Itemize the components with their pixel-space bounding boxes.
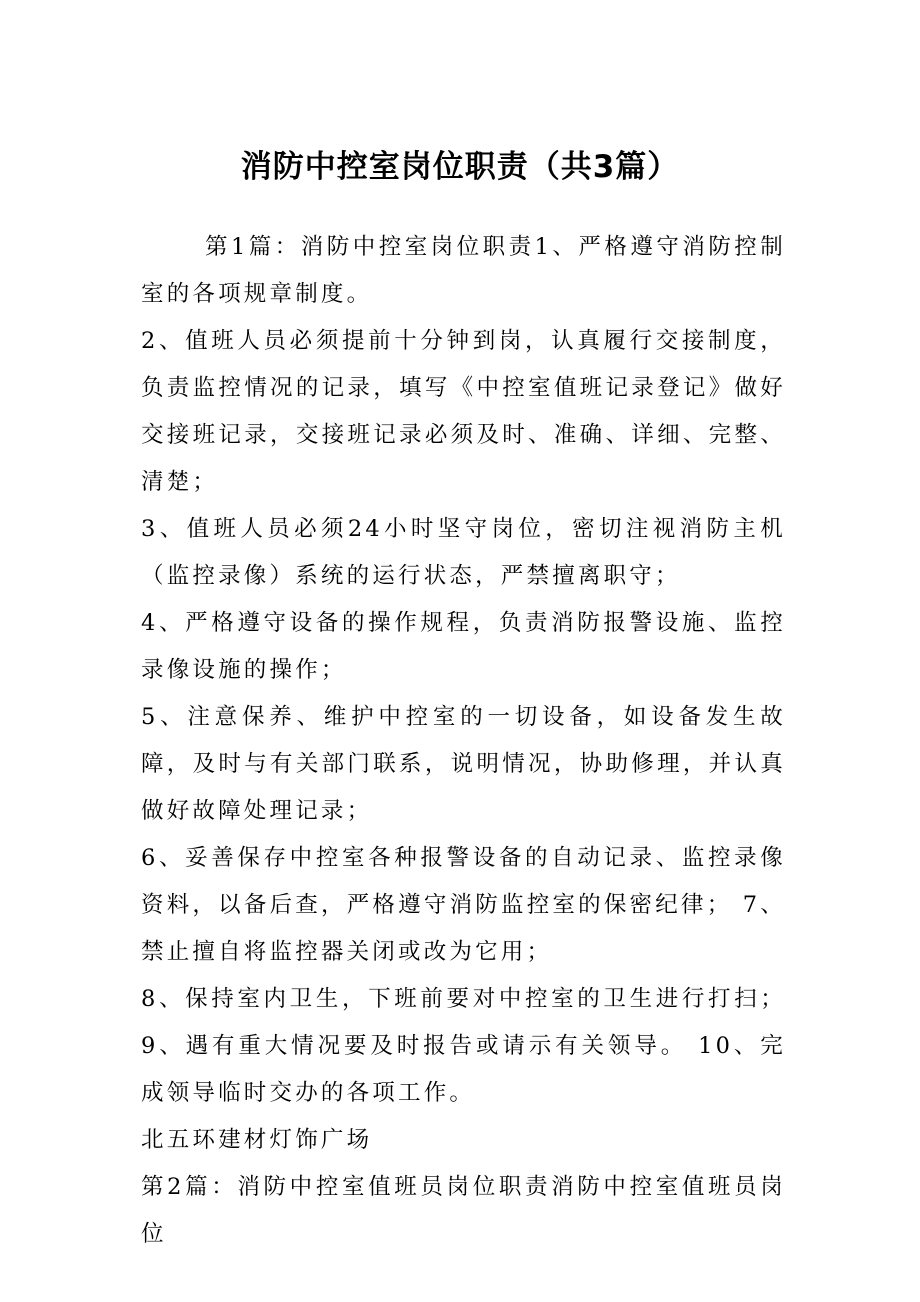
paragraph-8: 北五环建材灯饰广场 bbox=[141, 1127, 373, 1153]
paragraph-6: 6、妥善保存中控室各种报警设备的自动记录、监控录像资料，以备后查，严格遵守消防监控室的保密纪律； 7、禁止擅自将监控器关闭或改为它用； bbox=[141, 845, 786, 965]
document-body bbox=[141, 224, 786, 1258]
paragraph-3: 3、值班人员必须24小时坚守岗位，密切注视消防主机（监控录像）系统的运行状态，严禁擅离职守； bbox=[141, 516, 786, 589]
document-title: 消防中控室岗位职责（共3篇） bbox=[240, 149, 680, 185]
paragraph-1: 第1篇：消防中控室岗位职责1、严格遵守消防控制室的各项规章制度。 bbox=[141, 234, 786, 307]
paragraph-9: 第2篇：消防中控室值班员岗位职责消防中控室值班员岗位 bbox=[141, 1174, 786, 1247]
paragraph-4: 4、严格遵守设备的操作规程，负责消防报警设施、监控录像设施的操作； bbox=[141, 610, 786, 683]
paragraph-7: 8、保持室内卫生，下班前要对中控室的卫生进行打扫； 9、遇有重大情况要及时报告或请示有关领导。 10、完成领导临时交办的各项工作。 bbox=[141, 986, 786, 1106]
paragraph-2: 2、值班人员必须提前十分钟到岗，认真履行交接制度，负责监控情况的记录，填写《中控室值班记录登记》做好交接班记录，交接班记录必须及时、准确、详细、完整、清楚； bbox=[141, 328, 786, 495]
paragraph-5: 5、注意保养、维护中控室的一切设备，如设备发生故障，及时与有关部门联系，说明情况，协助修理，并认真做好故障处理记录； bbox=[141, 704, 786, 824]
